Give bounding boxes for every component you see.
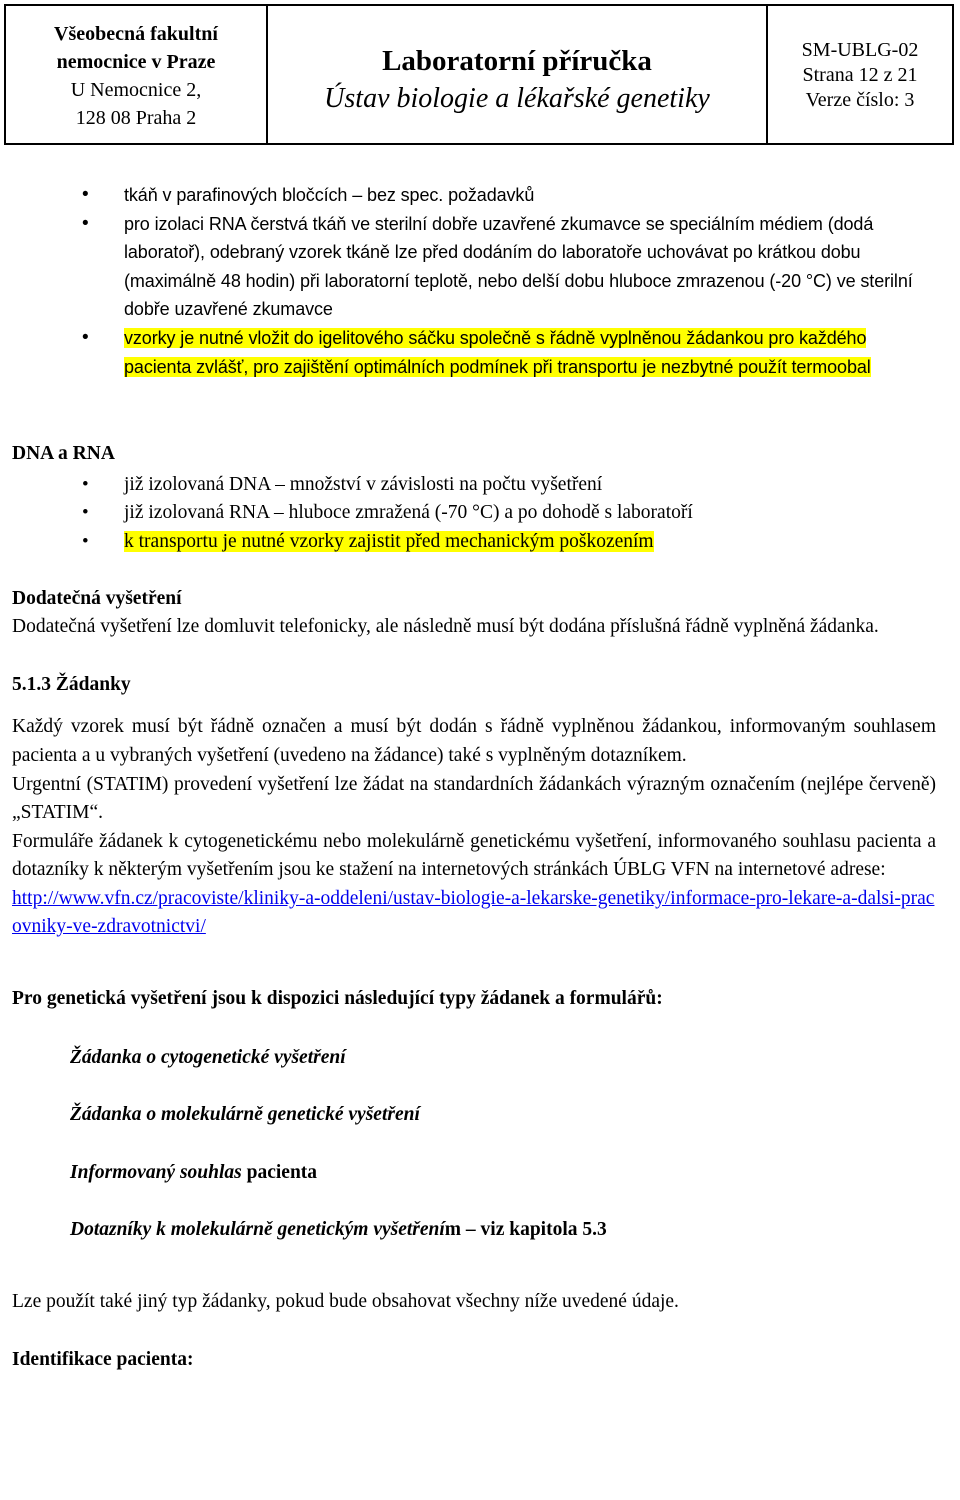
list-item-text: tkáň v parafinových bločcích – bez spec. požadavků [124,185,535,205]
patient-identification-heading: Identifikace pacienta: [12,1348,194,1370]
section-heading: 5.1.3 Žádanky [12,673,131,695]
document-body [12,181,936,1374]
bullet-icon: • [82,212,89,234]
tissue-bullet-list [12,181,936,381]
other-form-text: Lze použít také jiný typ žádanky, pokud bude obsahovat všechny níže uvedené údaje. [12,1291,679,1313]
form-title-suffix: m – viz kapitola 5.3 [444,1219,607,1241]
requests-paragraph-2: Urgentní (STATIM) provedení vyšetření lze žádat na standardních žádankách výrazným označením (nejlépe červeně) „STATIM“. [12,773,936,824]
document-title: Laboratorní příručka [382,45,652,77]
org-name-line1: Všeobecná fakultní [54,23,218,45]
list-item [12,471,936,500]
additional-tests-text: Dodatečná vyšetření lze domluvit telefonicky, ale následně musí být dodána příslušná řádně vyplněná žádanka. [12,616,879,638]
additional-tests-heading: Dodatečná vyšetření [12,587,182,609]
list-item [12,528,936,557]
list-item-text: již izolovaná RNA – hluboce zmražená (-70 °C) a po dohodě s laboratoří [124,502,693,524]
form-title: Žádanka o cytogenetické vyšetření [70,1046,346,1068]
form-item [12,1216,936,1245]
download-link-paragraph [12,885,936,942]
highlighted-list-item-text: vzorky je nutné vložit do igelitového sáčku společně s řádně vyplněnou žádankou pro každého pacienta zvlášť, pro zajištění optimálních podmínek při transportu je nezbytné použít termoobal [124,327,871,377]
forms-heading: Pro genetická vyšetření jsou k dispozici následující typy žádanek a formulářů: [12,988,663,1010]
list-item [12,324,936,381]
document-subtitle: Ústav biologie a lékařské genetiky [324,83,710,114]
download-link[interactable]: http://www.vfn.cz/pracoviste/kliniky-a-oddeleni/ustav-biologie-a-lekarske-genetiky/informace-pro-lekare-a-dalsi-pracovniky-ve-zdravotnictvi/ [12,887,935,938]
org-address-line2: 128 08 Praha 2 [75,107,197,129]
document-code: SM-UBLG-02 [801,39,919,61]
header-organization [6,6,268,143]
header-title-block [268,6,768,143]
list-item [12,499,936,528]
org-name-line2: nemocnice v Praze [56,51,216,73]
form-title: Žádanka o molekulárně genetické vyšetření [70,1104,420,1126]
page-number: Strana 12 z 21 [802,64,918,86]
org-address-line1: U Nemocnice 2, [70,79,202,101]
bullet-icon: • [82,473,89,495]
requests-paragraph-1: Každý vzorek musí být řádně označen a musí být dodán s řádně vyplněnou žádankou, informovaným souhlasem pacienta a u vybraných vyšetření (uvedeno na žádance) také s vyplněným dotazníkem. [12,716,936,766]
dna-rna-heading: DNA a RNA [12,443,115,465]
document-header [4,4,954,145]
list-item [12,181,936,210]
bullet-icon: • [82,502,89,524]
form-title: Dotazníky k molekulárně genetickým vyšetření [70,1219,445,1241]
requests-paragraph-3: Formuláře žádanek k cytogenetickému nebo molekulárně genetickému vyšetření, informovaného souhlasu pacienta a dotazníky k některým vyšetřením jsou ke stažení na internetových stránkách ÚBLG VFN na internetové adrese: [12,830,936,881]
list-item-text: pro izolaci RNA čerstvá tkáň ve sterilní dobře uzavřené zkumavce se speciálním médiem (dodá laboratoř), odebraný vzorek tkáně lze před dodáním do laboratoře uchovávat po krátkou dobu (maximálně 48 hodin) při laboratorní teplotě, nebo delší dobu hluboce zmrazenou (-20 °C) ve sterilní dobře uzavřené zkumavce [124,213,913,320]
form-item [12,1159,936,1188]
version-number: Verze číslo: 3 [805,89,915,111]
dna-rna-bullet-list [12,471,936,557]
highlighted-list-item-text: k transportu je nutné vzorky zajistit před mechanickým poškozením [124,530,654,552]
bullet-icon: • [82,184,89,205]
bullet-icon: • [82,530,89,552]
list-item [12,210,936,324]
forms-list [12,1044,936,1245]
form-title: Informovaný souhlas [70,1161,242,1183]
form-title-suffix: pacienta [241,1161,318,1183]
header-doc-info [768,6,952,143]
list-item-text: již izolovaná DNA – množství v závislosti na počtu vyšetření [124,473,603,495]
bullet-icon: • [82,326,89,348]
form-item [12,1044,936,1073]
form-item [12,1101,936,1130]
